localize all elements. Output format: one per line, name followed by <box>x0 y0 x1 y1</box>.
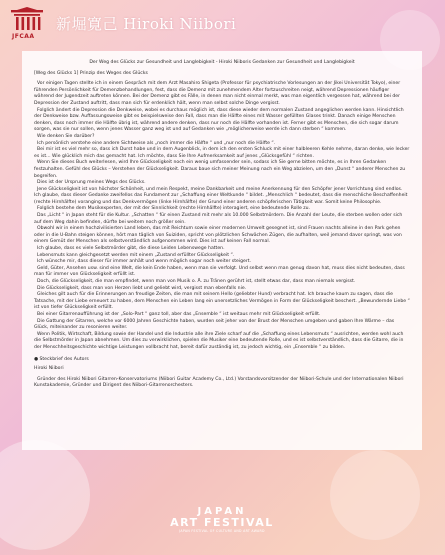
article-paragraph: Bei einer Gitarrenaufführung ist der „Solo-Part “ ganz toll, aber das „Ensemble “ ist weitaus mehr mit Glückseligkeit erfüllt. <box>37 311 321 317</box>
article-paragraph: Ich persönlich verstehe eine andere Sichtweise als „noch immer die Hälfte “ und „nur noch die Hälfte “. <box>37 140 276 146</box>
article-paragraph: Geld, Güter, Ansehen usw. sind eine Welt, die kein Ende haben, wenn man sie verfolgt. Und selbst wenn man genug davon hat, muss dies nicht bedeuten, dass man für immer von Glückseligkeit erfüllt ist. <box>34 265 405 278</box>
article-paragraph: Wie denken Sie darüber? <box>37 133 95 139</box>
article-paragraph: Ich glaube, dass es viele Selbstmörder gibt, die diese Leiden Lebenswege hatten. <box>37 246 225 252</box>
background-bokeh <box>330 450 420 540</box>
section-title: ● Steckbrief des Autors <box>34 356 89 362</box>
article-paragraph: Wenn Politik, Wirtschaft, Bildung sowie der Handel und die Industrie alle ihre Ziele scharf auf die „Schaffung eines Lebensmuts “ ausrichten, werden wohl auch die Selbstmörder in Japan abnehmen. Um dies zu verwirklichen, spielen die Musiker eine bedeutende Rolle, und es ist selbstverständlich, dass die Gitarre, die in der Menschheitsgeschichte wichtige Leistungen vollbracht hat, bereit dafür zuständig ist, zu jedoch wichtig, ein „Ensemble “ zu bilden. <box>34 331 404 350</box>
logo <box>8 7 46 41</box>
article-paragraph: Folglich bestehe dem Musikexperten, der mit der Sinnlichkeit (rechte Hirnhälfte) interagiert, eine bedeutende Rolle zu. <box>37 206 311 212</box>
article-paragraph: Bei mir ist es viel mehr so, dass ich Durst habe und in dem Augenblick, in dem ich den ersten Schluck mit einer halbleeren Kehle nehme, daran denke, wie lecker es ist... Wie glücklich mich das gemacht hat. Ich möchte, dass Sie Ihre Aufmerksamkeit auf jenes „Glücksgefühl “ richten. <box>34 147 410 159</box>
article-paragraph: Das „Licht “ in Japan steht für die Kultur. „Schatten “ für einen Zustand mit mehr als 10.000 Selbstmördern. Die Anzahl der Leute, die sterben wollen oder sich auf dem Weg dahin befinden, dürfte bei weitem noch größer sein. <box>34 213 403 225</box>
author-name: Hiroki Niibori <box>34 366 64 372</box>
article-paragraph: Ich wünsche mir, dass dieser für immer anhält und wenn möglich sogar noch weiter steigert. <box>37 259 251 265</box>
article-paragraph: Obwohl wir in einem hochzivilisierten Land leben, das mit Reichtum sowie einer modernen Umwelt gesegnet ist, sind Frauen nachts alleine in den Park gehen oder in die U-Bahn steigen können, hört man täglich von Suiziden, spricht von plötzlichen Schwächen Zügen, die aufhalten, weil jemand davor springt, was von einem Gemüt der Menschen als selbstverständlich aufgenommen wird. Dies ist auf keinen Fall normal. <box>34 226 402 245</box>
article-paragraph: Gleiches gilt auch für die Erinnerungen an freudige Zeiten, die man mit seinem Hello (geliebter Hund) verbracht hat. Ich brauche kaum zu sagen, dass die Tatsache, mit der Liebe erneuert zu haben, dem Menschen ein Leben lang ein unersetzliches Vermögen in Form der Glückseligkeit beschert. „Bewundernde Liebe “ ist von tiefer Glückseligkeit erfüllt. <box>34 292 410 311</box>
background-bokeh <box>0 440 90 550</box>
author-bio: Gründer des Hiroki Niibori Gitarren-Konservatoriums (Niibori Guitar Academy Co., Ltd.) Vorstandsvorsitzender der Niibori-Schule und der Internationalen Niibori Kunstakademie, Gründer und Dirigent des Niibori-Gitarrenorchesters. <box>34 376 404 389</box>
article-paragraph: Die Gattung der Gitarren, welche vor 6000 Jahren Geschichte haben, wurden seit jeher von der Brust der Menschen umgeben und gaben Ihre Wärme – das Glück, miteinander zu resonieren weiter. <box>34 318 395 331</box>
article-panel <box>22 51 422 450</box>
footer-logo-subtitle: JAPAN FESTIVAL OF CULTURE AND ART AWARD <box>179 529 265 533</box>
temple-logo-icon <box>8 7 46 33</box>
page-title: 新堀寛己 Hiroki Niibori <box>56 15 237 33</box>
article-paragraph: Wenn Sie dieses Buch weiterlesen, wird Ihre Glückseligkeit noch ein wenig umfassender sein, sodass ich Sie gerne bitten möchte, es in Ihren Gedanken festzuhalten. Gefühl des Glücks – Verstehen der Glückseligkeit. Daraus baue sich meiner Meinung nach ein Weg abzielen, um den „Dunst “ anderer Menschen zu begreifen. <box>34 160 406 179</box>
article-paragraph: Doch, die Glückseligkeit, die man empfindet, wenn man von Musik o. Ä. zu Tränen gerührt ist, stellt etwas dar, dass man niemals vergisst. <box>37 279 356 284</box>
page-header <box>0 0 445 44</box>
article-paragraph: Vor einigen Tagen stellte ich in einem Gespräch mit dem Arzt Masahiro Shigeta (Professor für psychiatrische Vorlesungen an der Jikei Universität Tokyo), einer führenden Persönlichkeit für Demenzbehandlungen, fest, dass die Demenz mit zunehmendem Alter fortzuschreiten neigt, während Depressionen häufiger während der Jugendzeit auftreten können. Bei der Demenz gibt es Fälle, in denen man nicht einmal merkt, was man eigentlich vergessen hat, während bei der Depression der Zustand auftritt, dass man sich für erdenklich hält, wenn man selbst solche Dinge vergisst. <box>34 81 401 106</box>
logo-caption: JFCAA <box>12 33 35 40</box>
article-paragraph: Dies ist der Ursprung meines Wegs des Glücks. <box>37 180 146 186</box>
article-paragraph: Jene Glückseligkeit ist von höchster Schönheit, und mein Respekt, meine Dankbarkeit und meine Anerkennung für den Schöpfer jener Vorrichtung sind endlos. Ich glaube, dass dieser Gedanke zweifellos das Fundament zur „Schaffung einer Weltkunde “ bildet. „Menschlich “ bedeutet, dass die menschliche Beschaffenheit (rechte Hirnhälfte) voranging und das Denkvermögen (linke Hirnhälfte) der Grund einer anderen schöpferischen Tätigkeit war. Somit keine Philosophie. <box>34 186 408 205</box>
article-heading: Der Weg des Glücks zur Gesundheit und Langlebigkeit - Hiroki Niiboris Gedanken zur Gesundheit und Langlebigkeit <box>89 60 355 65</box>
article-paragraph: Die Glückseligkeit, dass man von Herzen liebt und geliebt wird, vergisst man ebenfalls nie. <box>37 285 247 291</box>
footer-logo-line2: ART FESTIVAL <box>170 516 274 529</box>
article-body <box>34 81 410 351</box>
chapter-title: [Weg des Glücks 1] Prinzip des Weges des Glücks <box>34 70 148 76</box>
footer-logo-line1: JAPAN <box>197 506 247 517</box>
article-paragraph: Lebensmuts kann gleichgesetzt werden mit einem „Zustand erfüllter Glückseligkeit “. <box>37 252 235 258</box>
footer-logo <box>162 506 282 550</box>
article-paragraph: Folglich ändert die Depression die Denkweise, wobei es durchaus möglich ist, dass diese wieder dem normalen Zustand angeglichen werden kann. Hinsichtlich der Denkweise bzw. Auffassungsweise gibt es beispielsweise den Fall, dass man die Hälfte eines mit Wasser gefüllten Glases trinkt. Danach einige Menschen denken, dass noch immer die Hälfte übrig ist, während andere denken, dass nur noch die Hälfte vorhanden ist. Ferner gibt es Menschen, die sich sogar darum sorgen, was sie nur sollen, wenn jenes Wasser ganz weg ist und auf Gedanken wie „möglicherweise werde ich dann sterben “ kommen. <box>34 107 404 133</box>
